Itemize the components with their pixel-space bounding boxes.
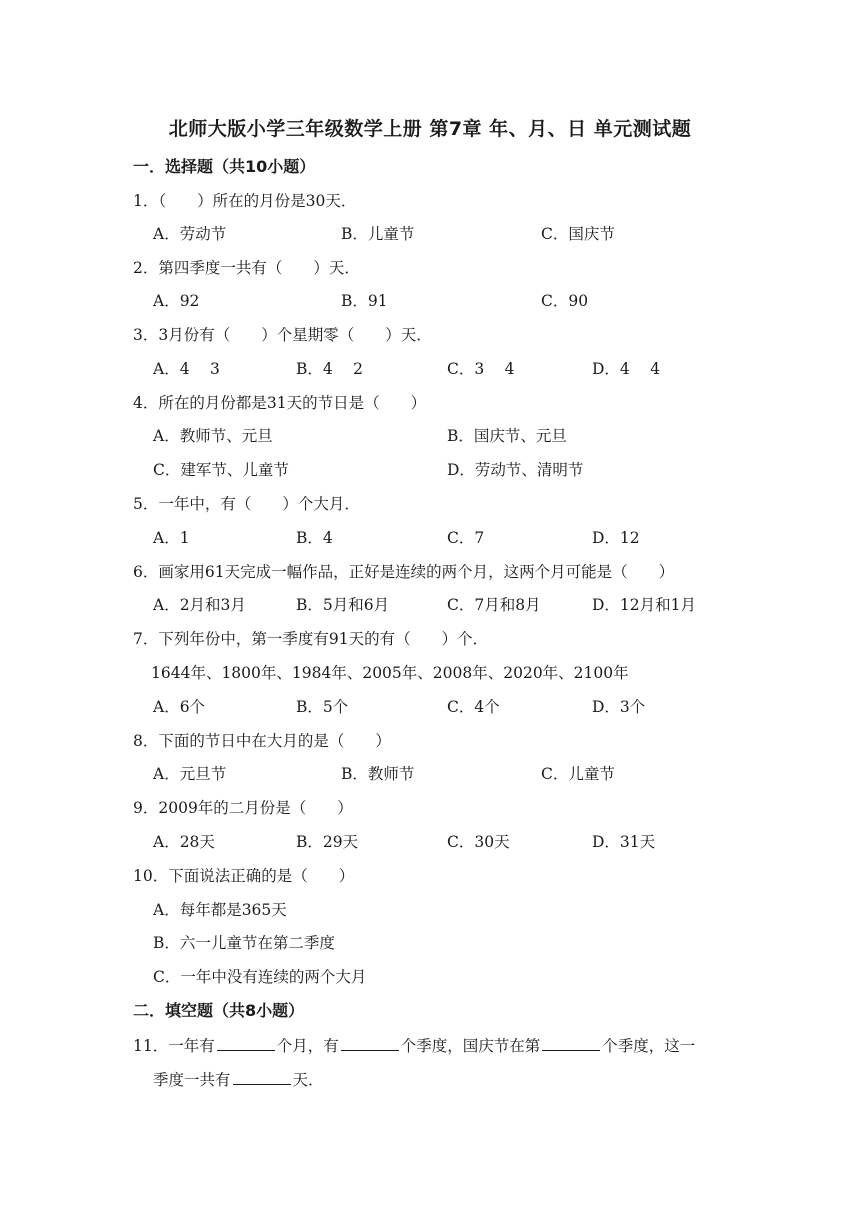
option: C．7月和8月 <box>447 596 541 614</box>
option: C．90 <box>541 292 589 310</box>
option: D．3个 <box>592 698 646 716</box>
option: B．4 2 <box>296 360 364 378</box>
option: A．每年都是365天 <box>153 901 287 919</box>
option: A．92 <box>153 292 200 310</box>
question-stem: 9．2009年的二月份是（ ） <box>133 799 353 817</box>
page-title: 北师大版小学三年级数学上册 第7章 年、月、日 单元测试题 <box>168 118 692 140</box>
option: C．30天 <box>447 833 510 851</box>
option: C．7 <box>447 529 485 547</box>
option: C．3 4 <box>447 360 515 378</box>
question-stem: 6．画家用61天完成一幅作品，正好是连续的两个月，这两个月可能是（ ） <box>133 563 675 581</box>
question-stem: 4．所在的月份都是31天的节日是（ ） <box>133 394 427 412</box>
option: A．元旦节 <box>153 765 227 783</box>
option: B．5个 <box>296 698 349 716</box>
answer-blank[interactable] <box>217 1034 275 1051</box>
fill-question <box>133 1034 695 1057</box>
option: A．2月和3月 <box>153 596 246 614</box>
question-stem: 2．第四季度一共有（ ）天． <box>133 259 360 277</box>
fill-question-continued <box>153 1068 324 1091</box>
fill-text: 季度一共有 <box>153 1071 231 1089</box>
section-heading-choice: 一．选择题（共10小题） <box>133 157 316 176</box>
option: B．教师节 <box>341 765 415 783</box>
option: A．劳动节 <box>153 225 227 243</box>
option: B．5月和6月 <box>296 596 390 614</box>
option: B．91 <box>341 292 388 310</box>
answer-blank[interactable] <box>341 1034 399 1051</box>
question-stem: 10．下面说法正确的是（ ） <box>133 867 355 885</box>
option: C．建军节、儿童节 <box>153 461 289 479</box>
answer-blank[interactable] <box>233 1068 291 1085</box>
option: B．儿童节 <box>341 225 415 243</box>
question-stem: 1．（ ）所在的月份是30天． <box>133 192 357 210</box>
option: A．28天 <box>153 833 215 851</box>
question-extra: 1644年、1800年、1984年、2005年、2008年、2020年、2100年 <box>151 664 629 682</box>
option: D．31天 <box>592 833 656 851</box>
option: C．一年中没有连续的两个大月 <box>153 968 367 986</box>
option: C．4个 <box>447 698 500 716</box>
fill-text: 个季度，这一 <box>602 1037 696 1055</box>
option: D．劳动节、清明节 <box>447 461 584 479</box>
option: B．国庆节、元旦 <box>447 427 567 445</box>
option: A．教师节、元旦 <box>153 427 273 445</box>
option: C．儿童节 <box>541 765 615 783</box>
question-stem: 3．3月份有（ ）个星期零（ ）天． <box>133 326 432 344</box>
option: A．6个 <box>153 698 206 716</box>
question-stem: 5．一年中，有（ ）个大月． <box>133 495 360 513</box>
option: D．12 <box>592 529 640 547</box>
fill-text: 个月，有 <box>276 1037 339 1055</box>
option: A．1 <box>153 529 190 547</box>
answer-blank[interactable] <box>542 1034 600 1051</box>
option: D．4 4 <box>592 360 661 378</box>
option: A．4 3 <box>153 360 220 378</box>
option: B．29天 <box>296 833 359 851</box>
question-stem: 7．下列年份中，第一季度有91天的有（ ）个． <box>133 630 489 648</box>
question-stem: 8．下面的节日中在大月的是（ ） <box>133 732 391 750</box>
fill-text: 11．一年有 <box>133 1037 215 1055</box>
option: D．12月和1月 <box>592 596 697 614</box>
fill-text: 天． <box>292 1071 324 1089</box>
option: B．4 <box>296 529 333 547</box>
section-heading-fill: 二．填空题（共8小题） <box>133 1001 305 1020</box>
option: B．六一儿童节在第二季度 <box>153 934 335 952</box>
option: C．国庆节 <box>541 225 615 243</box>
fill-text: 个季度，国庆节在第 <box>400 1037 541 1055</box>
